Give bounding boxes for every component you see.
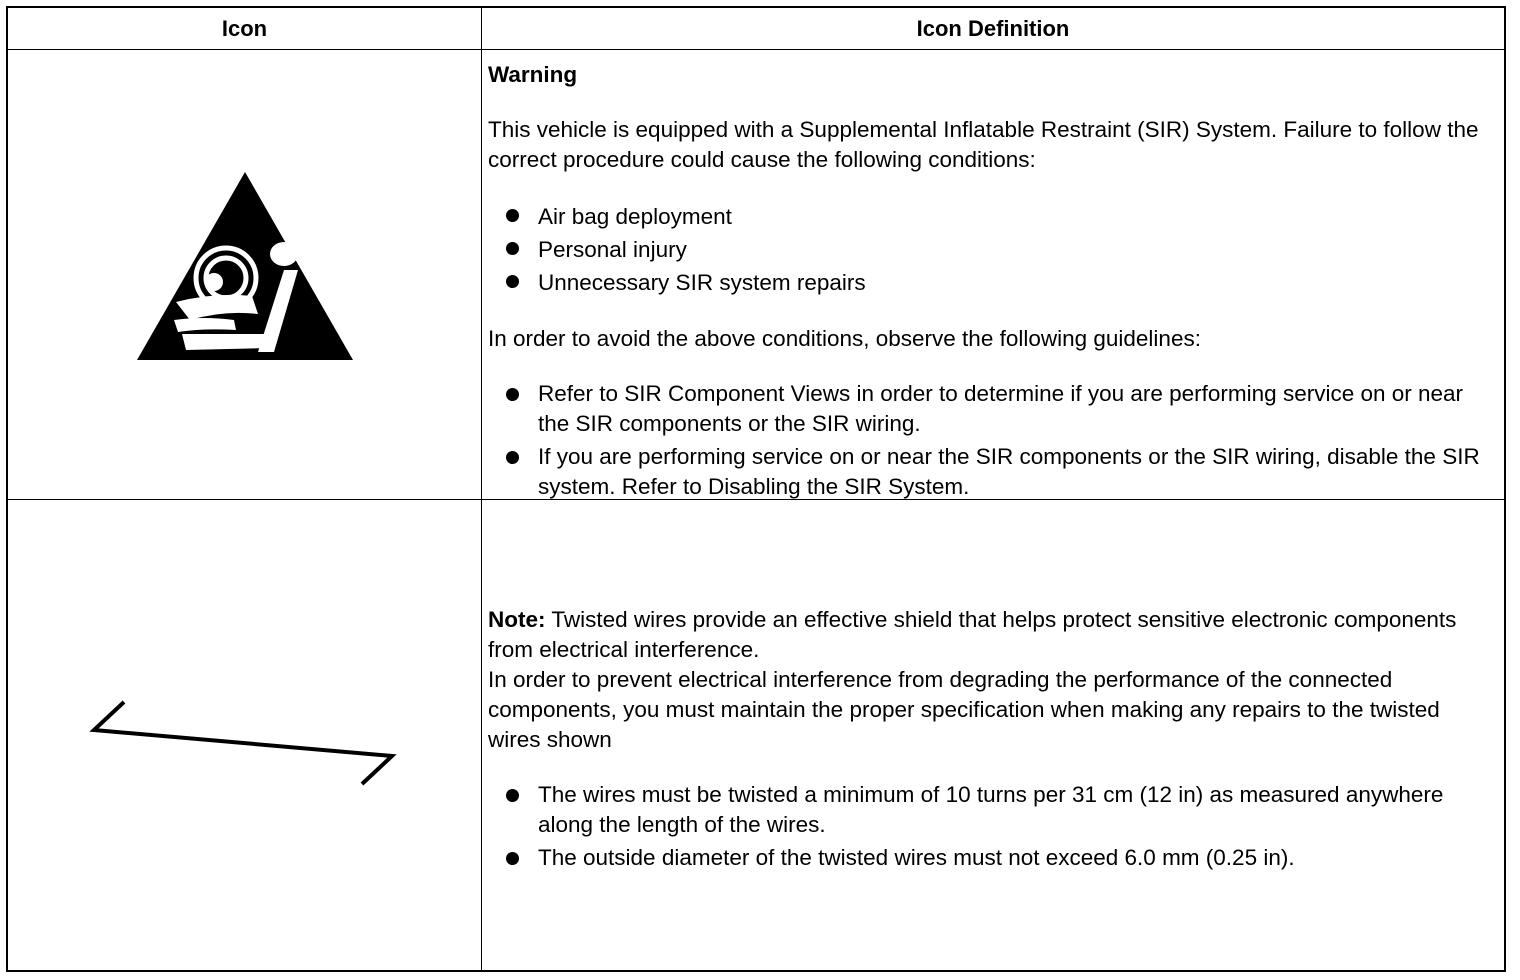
list-item: The wires must be twisted a minimum of 10 turns per 31 cm (12 in) as measured anywhere along the length of the wires. <box>488 780 1498 840</box>
guidelines-intro: In order to avoid the above conditions, observe the following guidelines: <box>488 326 1201 351</box>
guidelines-list <box>488 379 1498 502</box>
twisted-wire-icon <box>88 698 398 788</box>
header-divider <box>8 49 1504 50</box>
list-item: Personal injury <box>488 233 1498 266</box>
list-item: The outside diameter of the twisted wires must not exceed 6.0 mm (0.25 in). <box>488 843 1498 873</box>
note-definition <box>488 605 1498 873</box>
note-instructions: In order to prevent electrical interference from degrading the performance of the connected components, you must maintain the proper specification when making any repairs to the twisted wires shown <box>488 667 1440 752</box>
list-item: Air bag deployment <box>488 200 1498 233</box>
header-icon-definition: Icon Definition <box>916 16 1070 41</box>
header-icon: Icon <box>221 16 268 41</box>
icon-definition-table <box>6 6 1506 972</box>
list-item: If you are performing service on or near the SIR components or the SIR wiring, disable the SIR system. Refer to Disabling the SIR System. <box>488 442 1498 502</box>
warning-intro: This vehicle is equipped with a Supplemental Inflatable Restraint (SIR) System. Failure to follow the correct procedure could cause the following conditions: <box>488 117 1479 172</box>
warning-definition <box>488 60 1498 502</box>
list-item: Refer to SIR Component Views in order to determine if you are performing service on or near the SIR components or the SIR wiring. <box>488 379 1498 439</box>
sir-airbag-warning-icon <box>134 170 356 362</box>
list-item: Unnecessary SIR system repairs <box>488 266 1498 299</box>
conditions-list <box>488 200 1498 299</box>
warning-title: Warning <box>488 62 578 87</box>
column-divider <box>481 8 482 970</box>
note-label: Note: <box>488 607 546 632</box>
note-text: Twisted wires provide an effective shield that helps protect sensitive electronic components from electrical interference. <box>488 607 1457 662</box>
note-paragraph <box>488 605 1498 665</box>
specs-list <box>488 780 1498 873</box>
